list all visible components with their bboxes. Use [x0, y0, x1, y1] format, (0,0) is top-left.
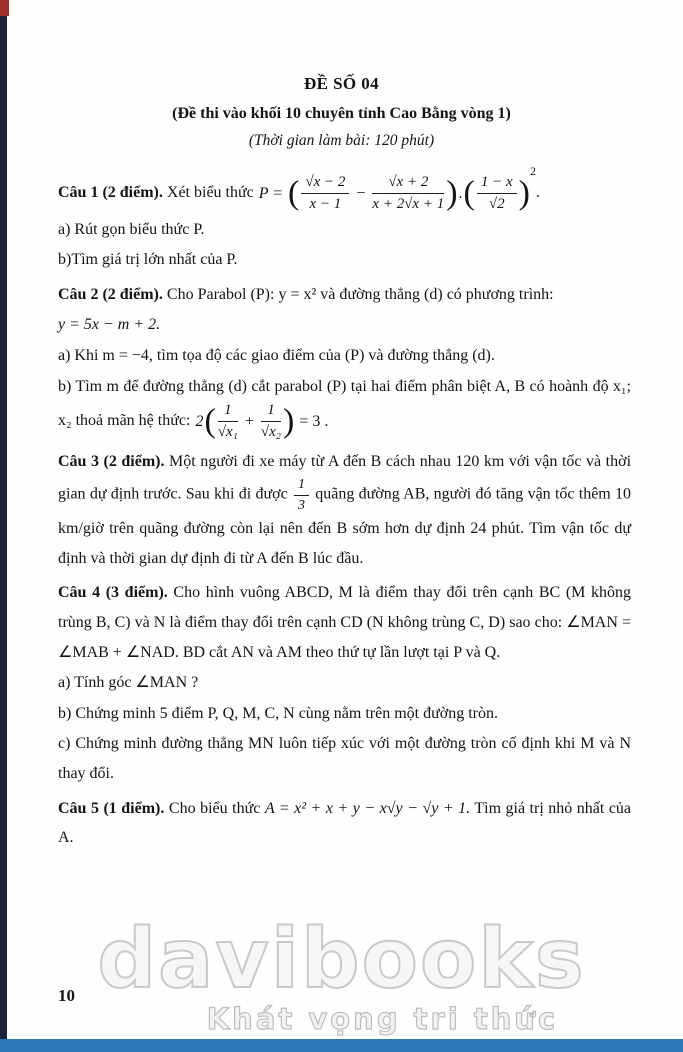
q1-lhs: P = [258, 184, 284, 202]
q5-expression: A = x² + x + y − x√y − √y + 1. [264, 799, 471, 817]
open-paren: ( [204, 402, 216, 440]
q1-part-b: b)Tìm giá trị lớn nhất của P. [58, 251, 238, 269]
open-paren: ( [288, 174, 300, 212]
fraction-numerator: 1 [294, 476, 309, 496]
q5-statement [58, 794, 631, 853]
q4-part-c: c) Chứng minh đường thẳng MN luôn tiếp xúc với một đường tròn cố định khi M và N thay đổi. [58, 735, 631, 782]
period: . [535, 184, 540, 201]
watermark-slogan: Khát vọng tri thức [206, 1002, 559, 1036]
fraction [370, 173, 446, 214]
q2-statement [58, 280, 631, 310]
q1-label: Câu 1 (2 điểm). [58, 184, 163, 201]
q2-part-b [58, 372, 631, 442]
q2-statement-text: Cho Parabol (P): y = x² và đường thẳng (d) có phương trình: [166, 285, 554, 303]
q1-statement [58, 160, 631, 214]
close-paren: ) [518, 174, 530, 212]
q5-text-2: Tìm giá trị nhỏ nhất của A. [58, 799, 632, 847]
fraction-denominator: x − 1 [309, 195, 342, 212]
q4-statement-text: Cho hình vuông ABCD, M là điểm thay đổi trên cạnh BC (M không trùng B, C) và N là điểm thay đổi trên cạnh CD (N không trùng C, D) sao cho: ∠MAN = ∠MAB + ∠NAD. BD cắt AN và AM theo thứ tự lần lượt tại P và Q. [58, 584, 632, 661]
fraction [475, 173, 519, 214]
q3-statement [58, 447, 631, 574]
coefficient: 2 [195, 412, 204, 430]
exam-title: ĐỀ SỐ 04 [304, 74, 379, 93]
q4-part-a: a) Tính góc ∠MAN ? [58, 674, 199, 692]
close-paren: ) [446, 174, 458, 212]
fraction [292, 476, 311, 514]
q4-label: Câu 4 (3 điểm). [58, 584, 168, 602]
fraction-denominator: 3 [297, 497, 305, 513]
fraction-numerator: √x + 2 [372, 173, 444, 194]
q3-label: Câu 3 (2 điểm). [58, 452, 165, 470]
equals-rhs: = 3 . [299, 412, 329, 430]
fraction-numerator: 1 [261, 401, 281, 422]
q3-text-1: Một người đi xe máy từ A đến B cách nhau 120 km với vận tốc và thời gian dự định trước. Sau khi đi được [58, 452, 632, 503]
bottom-blue-bar [0, 1039, 683, 1052]
corner-red-mark [0, 0, 9, 16]
q5-text-1: Cho biểu thức [168, 799, 261, 817]
q2-part-b-text: b) Tìm m để đường thẳng (d) cắt parabol (P) tại hai điểm phân biệt A, B có hoành độ x₁; x₂ thoả mãn hệ thức: [58, 377, 631, 430]
q2-label: Câu 2 (2 điểm). [58, 285, 163, 303]
plus-sign: + [244, 412, 254, 430]
q5-label: Câu 5 (1 điểm). [58, 799, 165, 817]
q1-part-a: a) Rút gọn biểu thức P. [58, 220, 205, 238]
exam-subtitle: (Đề thi vào khối 10 chuyên tỉnh Cao Bằng vòng 1) [172, 105, 511, 122]
open-paren: ( [463, 174, 475, 212]
exam-body [0, 160, 683, 853]
fraction [216, 401, 240, 442]
q2-part-a: a) Khi m = −4, tìm tọa độ các giao điểm của (P) và đường thẳng (d). [58, 346, 495, 364]
exponent: 2 [529, 164, 536, 178]
q3-text-2: quãng đường AB, người đó tăng vận tốc thêm 10 km/giờ trên quãng đường còn lại nên đến B sớm hơn dự định 24 phút. Tìm vận tốc dự định và thời gian dự định đi từ A đến B lúc đầu. [58, 485, 632, 567]
close-paren: ) [283, 402, 295, 440]
fraction [259, 401, 283, 442]
q4-statement [58, 578, 631, 667]
minus-sign: − [356, 184, 366, 202]
multiply-dot: . [458, 184, 463, 202]
fraction [299, 173, 351, 214]
page-number: 10 [58, 986, 75, 1005]
exam-header [0, 0, 683, 150]
exam-duration: (Thời gian làm bài: 120 phút) [248, 132, 435, 149]
watermark-brand: davibooks [97, 912, 586, 1007]
fraction-denominator: √x₁ [217, 423, 238, 440]
fraction-denominator: √2 [488, 195, 505, 212]
q1-intro: Xét biểu thức [166, 184, 254, 201]
q2-equation: y = 5x − m + 2. [58, 316, 161, 334]
q4-part-b: b) Chứng minh 5 điểm P, Q, M, C, N cùng nằm trên một đường tròn. [58, 704, 499, 722]
fraction-numerator: √x − 2 [301, 173, 349, 194]
fraction-denominator: x + 2√x + 1 [372, 195, 445, 212]
fraction-denominator: √x₂ [260, 423, 282, 440]
fraction-numerator: 1 − x [477, 173, 517, 194]
fraction-numerator: 1 [218, 401, 238, 422]
